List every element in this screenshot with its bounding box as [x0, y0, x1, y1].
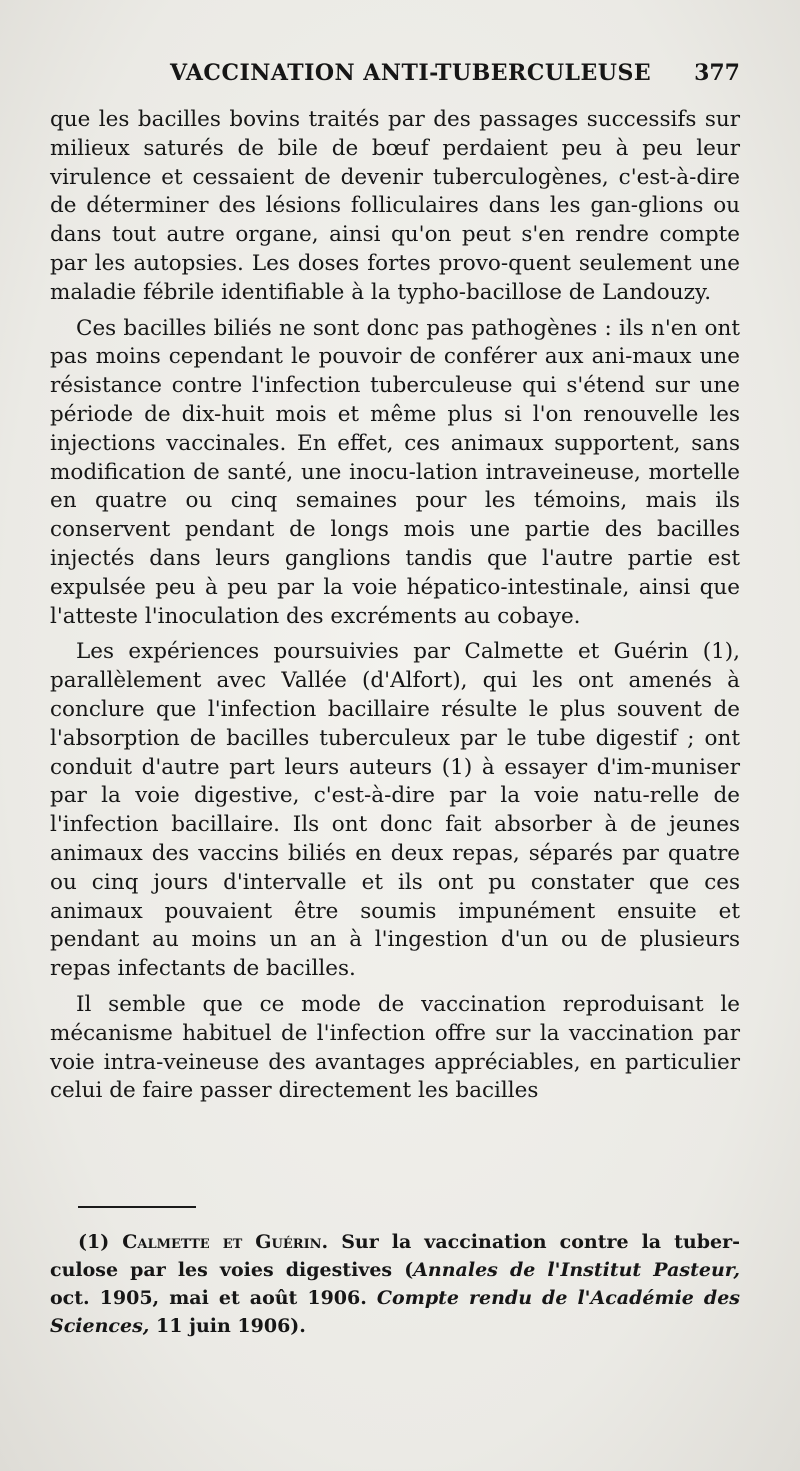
paragraph-1: que les bacilles bovins traités par des passages successifs sur milieux saturés de bile de bœuf perdaient peu à peu leur virulence et cessaient de devenir tuberculogènes, c'est-à-dire de déterminer des lésions folliculaires dans les gan-glions ou dans tout autre organe, ainsi qu'on peut s'en rendre compte par les autopsies. Les doses fortes provo-quent seulement une maladie fébrile identifiable à la typho-bacillose de Landouzy. [50, 107, 740, 305]
body-text [50, 106, 740, 1113]
paragraph-2: Ces bacilles biliés ne sont donc pas pathogènes : ils n'en ont pas moins cependant le pouvoir de conférer aux ani-maux une résistance contre l'infection tuberculeuse qui s'étend sur une période de dix-huit mois et même plus si l'on renouvelle les injections vaccinales. En effet, ces animaux supportent, sans modification de santé, une inocu-lation intraveineuse, mortelle en quatre ou cinq semaines pour les témoins, mais ils conservent pendant de longs mois une partie des bacilles injectés dans leurs ganglions tandis que l'autre partie est expulsée peu à peu par la voie hépatico-intestinale, ainsi que l'atteste l'inoculation des excréments au cobaye. [50, 315, 740, 629]
footnote-end: 11 juin 1906). [156, 1315, 306, 1337]
footnote-journal: Annales de l'Institut Pasteur, [413, 1259, 740, 1281]
footnote [50, 1228, 740, 1340]
page-number: 377 [694, 60, 740, 86]
footnote-authors: Calmette et Guérin. [122, 1231, 329, 1253]
page-header [50, 56, 740, 96]
footnote-dates: oct. 1905, mai et août 1906. [50, 1287, 367, 1309]
paragraph-3: Les expériences poursuivies par Calmette et Guérin (1), parallèlement avec Vallée (d'Alfort), qui les ont amenés à conclure que l'infection bacillaire résulte le plus souvent de l'absorption de bacilles tuberculeux par le tube digestif ; ont conduit d'autre part leurs auteurs (1) à essayer d'im-muniser par la voie digestive, c'est-à-dire par la voie natu-relle de l'infection bacillaire. Ils ont donc fait absorber à de jeunes animaux des vaccins biliés en deux repas, séparés par quatre ou cinq jours d'intervalle et ils ont pu constater que ces animaux pouvaient être soumis impunément ensuite et pendant au moins un an à l'ingestion d'un ou de plusieurs repas infectants de bacilles. [50, 639, 740, 982]
running-title: VACCINATION ANTI-TUBERCULEUSE [170, 60, 652, 86]
footnote-marker: (1) [78, 1231, 110, 1253]
paragraph-4: Il semble que ce mode de vaccination reproduisant le mécanisme habituel de l'infection offre sur la vaccination par voie intra-veineuse des avantages appréciables, en particulier celui de faire passer directement les bacilles [50, 991, 740, 1104]
footnote-divider [78, 1206, 196, 1208]
footnote-proceedings: Compte rendu de l'Académie des Sciences, [50, 1287, 741, 1337]
footnote-title-text: Sur la vaccination contre la tuber-culose par les voies digestives ( [50, 1231, 740, 1281]
